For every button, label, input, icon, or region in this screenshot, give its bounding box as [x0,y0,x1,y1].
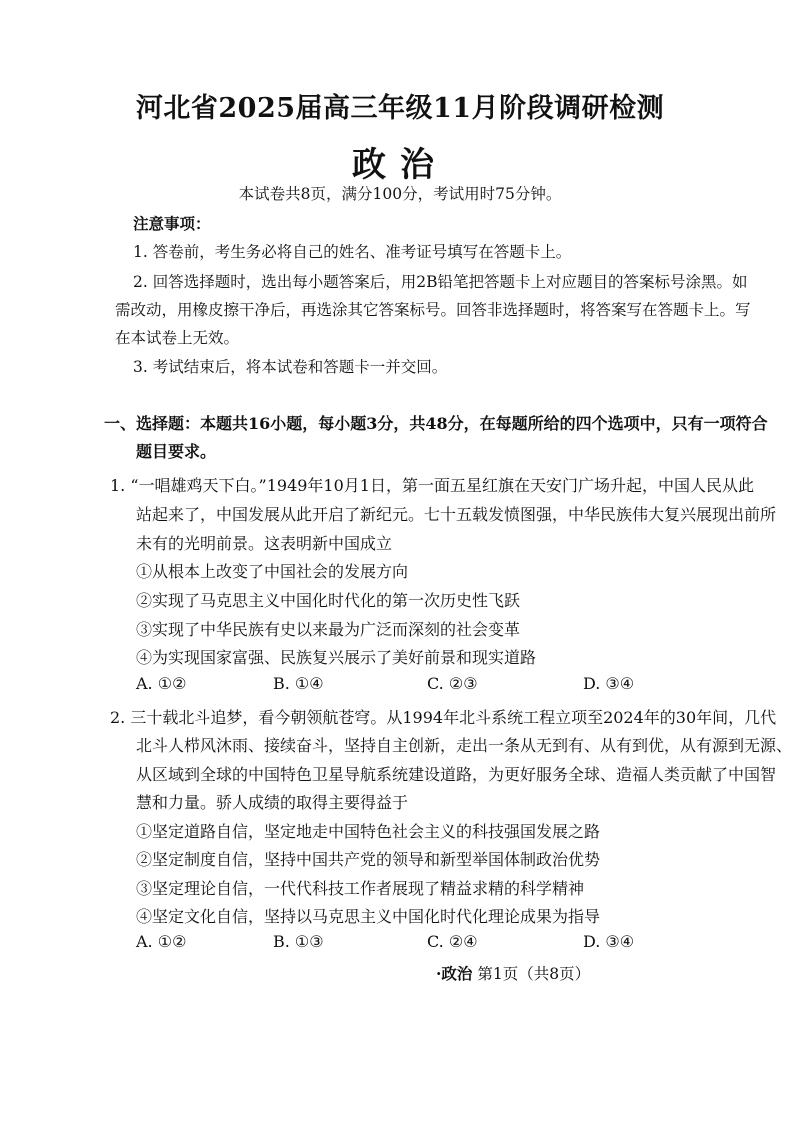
question-1-answer-d[interactable]: D. ③④ [583,674,635,693]
footer-page-number: 第1页（共8页） [477,965,591,983]
question-2-stem: 2. 三十载北斗追梦，看今朝领航苍穹。从1994年北斗系统工程立项至2024年的30年间，几代 [110,708,777,727]
question-1-answer-c[interactable]: C. ②③ [427,674,478,693]
notice-item: 2. 回答选择题时，选出每小题答案后，用2B铅笔把答题卡上对应题目的答案标号涂黑。如 [133,273,748,291]
question-1-answer-a[interactable]: A. ①② [136,674,187,693]
question-1-item: ①从根本上改变了中国社会的发展方向 [136,562,409,581]
exam-meta: 本试卷共8页，满分100分，考试用时75分钟。 [238,185,562,203]
notice-item-cont: 需改动，用橡皮擦干净后，再选涂其它答案标号。回答非选择题时，将答案写在答题卡上。写 [115,301,751,319]
question-2-stem: 慧和力量。骄人成绩的取得主要得益于 [136,793,409,812]
section-heading: 一、选择题：本题共16小题，每小题3分，共48分，在每题所给的四个选项中，只有一项符合 [104,414,768,433]
question-2-answer-c[interactable]: C. ②④ [427,932,478,951]
question-2-stem: 从区域到全球的中国特色卫星导航系统建设道路，为更好服务全球、造福人类贡献了中国智 [136,765,777,784]
page-footer [436,962,590,984]
question-2-stem: 北斗人栉风沐雨、接续奋斗，坚持自主创新，走出一条从无到有、从有到优，从有源到无源、 [136,736,793,755]
question-2-item: ②坚定制度自信，坚持中国共产党的领导和新型举国体制政治优势 [136,850,601,869]
question-1-item: ②实现了马克思主义中国化时代化的第一次历史性飞跃 [136,591,521,610]
question-2-item: ③坚定理论自信，一代代科技工作者展现了精益求精的科学精神 [136,879,585,898]
footer-subject: ·政治 [436,964,473,983]
question-2-item: ④坚定文化自信，坚持以马克思主义中国化时代化理论成果为指导 [136,907,601,926]
notice-item-cont: 在本试卷上无效。 [115,329,240,347]
notice-item: 3. 考试结束后，将本试卷和答题卡一并交回。 [133,358,448,376]
question-2-answer-d[interactable]: D. ③④ [583,932,635,951]
section-heading-cont: 题目要求。 [136,442,217,461]
question-2-item: ①坚定道路自信，坚定地走中国特色社会主义的科技强国发展之路 [136,822,601,841]
question-1-item: ④为实现国家富强、民族复兴展示了美好前景和现实道路 [136,648,537,667]
question-1-stem: 站起来了，中国发展从此开启了新纪元。七十五载发愤图强，中华民族伟大复兴展现出前所 [136,505,777,524]
page-title: 河北省2025届高三年级11月阶段调研检测 [135,93,665,124]
question-2-answer-a[interactable]: A. ①② [136,932,187,951]
question-1-stem: 1. “一唱雄鸡天下白。”1949年10月1日，第一面五星红旗在天安门广场升起，中国人民从此 [110,476,754,495]
notice-title: 注意事项： [133,214,211,233]
notice-item: 1. 答卷前，考生务必将自己的姓名、准考证号填写在答题卡上。 [133,243,572,261]
question-1-stem: 未有的光明前景。这表明新中国成立 [136,534,393,553]
question-1-answer-b[interactable]: B. ①④ [273,674,324,693]
question-2-answer-b[interactable]: B. ①③ [273,932,324,951]
subject-title: 政治 [352,145,448,185]
question-1-item: ③实现了中华民族有史以来最为广泛而深刻的社会变革 [136,620,521,639]
